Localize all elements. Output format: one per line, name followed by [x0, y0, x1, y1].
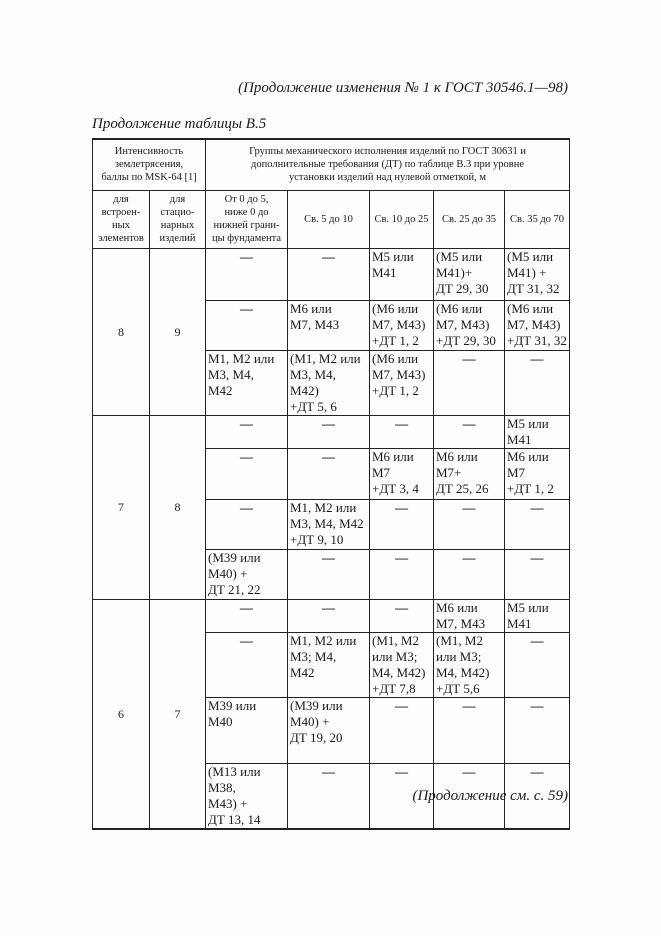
group-cell: М5 или М41 [505, 599, 570, 632]
group-cell: (М6 или М7, М43) +ДТ 1, 2 [370, 300, 434, 350]
group-cell: М1, М2 или М3, М4, М42 +ДТ 9, 10 [288, 499, 370, 549]
group-cell: — [434, 350, 505, 415]
group-cell: — [505, 763, 570, 829]
group-cell: (М13 или М38, М43) + ДТ 13, 14 [206, 763, 288, 829]
group-cell: М39 или М40 [206, 697, 288, 763]
table-row [93, 248, 570, 300]
group-cell: — [505, 549, 570, 599]
group-cell: — [370, 415, 434, 448]
group-cell: — [505, 697, 570, 763]
group-cell: — [434, 499, 505, 549]
group-cell: М6 или М7, М43 [434, 599, 505, 632]
group-cell: М6 или М7, М43 [288, 300, 370, 350]
table-row [93, 415, 570, 448]
group-cell: М1, М2 или М3, М4, М42 [206, 350, 288, 415]
group-cell: — [206, 499, 288, 549]
level-header-25-35: Св. 25 до 35 [434, 190, 505, 248]
group-cell: — [206, 415, 288, 448]
group-cell: (М39 или М40) + ДТ 19, 20 [288, 697, 370, 763]
intensity-stationary: 9 [150, 248, 206, 415]
group-cell: — [505, 632, 570, 697]
table-caption: Продолжение таблицы В.5 [92, 116, 267, 132]
group-cell: — [370, 763, 434, 829]
level-header-0-5: От 0 до 5, ниже 0 до нижней грани- цы фундамента [206, 190, 288, 248]
group-cell: — [206, 632, 288, 697]
group-cell: М1, М2 или М3; М4, М42 [288, 632, 370, 697]
intensity-built-in: 6 [93, 599, 150, 829]
group-cell: М5 или М41 [505, 415, 570, 448]
group-cell: — [288, 415, 370, 448]
table-row [93, 599, 570, 632]
group-cell: — [288, 248, 370, 300]
intensity-stationary: 7 [150, 599, 206, 829]
group-cell: (М5 или М41) + ДТ 31, 32 [505, 248, 570, 300]
group-cell: М6 или М7 +ДТ 1, 2 [505, 448, 570, 499]
group-cell: — [206, 599, 288, 632]
group-cell: (М1, М2 или М3; М4, М42) +ДТ 7,8 [370, 632, 434, 697]
group-cell: — [370, 549, 434, 599]
group-cell: — [370, 599, 434, 632]
level-header-10-25: Св. 10 до 25 [370, 190, 434, 248]
group-cell: М6 или М7+ ДТ 25, 26 [434, 448, 505, 499]
group-cell: — [206, 300, 288, 350]
group-cell: — [288, 448, 370, 499]
group-cell: — [288, 763, 370, 829]
groups-header: Группы механического исполнения изделий по ГОСТ 30631 и дополнительные требования (ДТ) по таблице В.3 при уровне установки изделий над нулевой отметкой, м [206, 139, 570, 190]
group-cell: — [370, 499, 434, 549]
subheader-built-in: для встроен- ных элементов [93, 190, 150, 248]
group-cell: — [434, 549, 505, 599]
intensity-stationary: 8 [150, 415, 206, 599]
group-cell: — [505, 499, 570, 549]
group-cell: М6 или М7 +ДТ 3, 4 [370, 448, 434, 499]
intensity-built-in: 7 [93, 415, 150, 599]
group-cell: — [288, 549, 370, 599]
intensity-header: Интенсивность землетрясения, баллы по MSK-64 [1] [93, 139, 206, 190]
continuation-note: (Продолжение см. с. 59) [412, 788, 568, 804]
level-header-5-10: Св. 5 до 10 [288, 190, 370, 248]
group-cell: (М39 или М40) + ДТ 21, 22 [206, 549, 288, 599]
group-cell: (М6 или М7, М43) +ДТ 31, 32 [505, 300, 570, 350]
group-cell: — [206, 448, 288, 499]
group-cell: — [505, 350, 570, 415]
group-cell: (М6 или М7, М43) +ДТ 1, 2 [370, 350, 434, 415]
continuation-title: (Продолжение изменения № 1 к ГОСТ 30546.1—98) [238, 80, 568, 96]
group-cell: (М1, М2 или М3; М4, М42) +ДТ 5,6 [434, 632, 505, 697]
group-cell: (М5 или М41)+ ДТ 29, 30 [434, 248, 505, 300]
group-cell: — [434, 763, 505, 829]
intensity-built-in: 8 [93, 248, 150, 415]
subheader-stationary: для стацио- нарных изделий [150, 190, 206, 248]
group-cell: (М6 или М7, М43) +ДТ 29, 30 [434, 300, 505, 350]
group-cell: — [434, 415, 505, 448]
group-cell: — [288, 599, 370, 632]
group-cell: — [370, 697, 434, 763]
group-cell: — [206, 248, 288, 300]
seismic-requirements-table [92, 138, 570, 830]
group-cell: (М1, М2 или М3, М4, М42) +ДТ 5, 6 [288, 350, 370, 415]
group-cell: М5 или М41 [370, 248, 434, 300]
group-cell: — [434, 697, 505, 763]
level-header-35-70: Св. 35 до 70 [505, 190, 570, 248]
